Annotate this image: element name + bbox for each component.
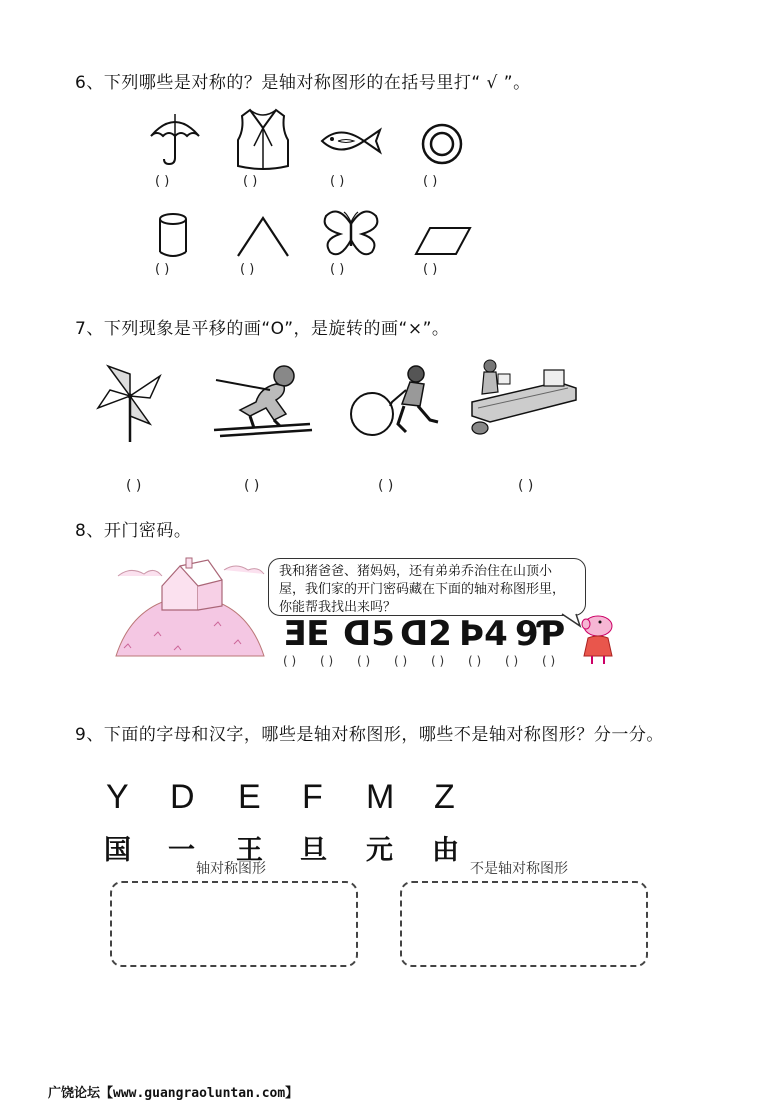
conveyor-belt-icon — [468, 358, 578, 440]
question-8-title: 8、开门密码。 — [75, 521, 192, 541]
pinwheel-icon — [94, 360, 170, 444]
letter-item: Z — [434, 778, 455, 816]
fish-icon — [318, 124, 384, 158]
answer-paren[interactable]: ( ) — [243, 174, 258, 189]
hanzi-item: 旦 — [300, 835, 327, 866]
hanzi-item: 由 — [432, 835, 459, 866]
code-symbol: ꓷ2 — [400, 614, 452, 654]
non-symmetric-box-label: 不是轴对称图形 — [470, 861, 568, 877]
answer-paren[interactable]: ( ) — [423, 174, 438, 189]
hanzi-item: 国 — [104, 835, 131, 866]
answer-paren[interactable]: ( ) — [542, 654, 556, 668]
answer-paren[interactable]: ( ) — [283, 654, 297, 668]
cylinder-icon — [156, 212, 190, 260]
answer-paren[interactable]: ( ) — [155, 262, 170, 277]
code-symbol: ƎE — [283, 614, 330, 654]
hanzi-item: 一 — [168, 835, 195, 866]
parallelogram-icon — [412, 224, 474, 258]
letter-item: F — [302, 778, 323, 816]
answer-paren[interactable]: ( ) — [357, 654, 371, 668]
boy-rolling-hoop-icon — [350, 362, 446, 442]
code-symbol: ꓷ5 — [343, 614, 395, 654]
answer-paren[interactable]: ( ) — [518, 478, 534, 494]
letter-item: D — [170, 778, 195, 816]
letter-item: Y — [106, 778, 129, 816]
answer-paren[interactable]: ( ) — [468, 654, 482, 668]
hanzi-item: 元 — [366, 835, 393, 866]
answer-paren[interactable]: ( ) — [155, 174, 170, 189]
code-symbol: Ϸ4 — [459, 614, 508, 654]
umbrella-icon — [148, 110, 202, 166]
letter-item: E — [238, 778, 261, 816]
answer-paren[interactable]: ( ) — [244, 478, 260, 494]
footer-source: 广饶论坛【www.guangraoluntan.com】 — [48, 1086, 299, 1101]
ring-icon — [420, 122, 464, 166]
answer-paren[interactable]: ( ) — [378, 478, 394, 494]
answer-paren[interactable]: ( ) — [394, 654, 408, 668]
answer-paren[interactable]: ( ) — [431, 654, 445, 668]
speech-bubble-text: 我和猪爸爸、猪妈妈，还有弟弟乔治住在山顶小屋，我们家的开门密码藏在下面的轴对称图形里，你能帮我找出来吗？ — [279, 564, 566, 615]
answer-paren[interactable]: ( ) — [505, 654, 519, 668]
symmetric-box-label: 轴对称图形 — [196, 861, 266, 877]
vest-icon — [234, 106, 292, 172]
speech-bubble — [268, 558, 586, 616]
symmetric-answer-box[interactable] — [110, 881, 358, 967]
non-symmetric-answer-box[interactable] — [400, 881, 648, 967]
question-9-title: 9、下面的字母和汉字，哪些是轴对称图形，哪些不是轴对称图形？分一分。 — [75, 725, 664, 745]
answer-paren[interactable]: ( ) — [423, 262, 438, 277]
hilltop-house-illustration — [114, 556, 266, 658]
triangle-icon — [234, 214, 292, 258]
answer-paren[interactable]: ( ) — [240, 262, 255, 277]
answer-paren[interactable]: ( ) — [320, 654, 334, 668]
skier-icon — [210, 362, 314, 438]
answer-paren[interactable]: ( ) — [330, 174, 345, 189]
peppa-pig-icon — [580, 612, 620, 666]
question-6-title: 6、下列哪些是对称的？是轴对称图形的在括号里打“ √ ”。 — [75, 73, 531, 93]
question-7-title: 7、下列现象是平移的画“O”，是旋转的画“×”。 — [75, 319, 450, 339]
letter-item: M — [366, 778, 395, 816]
answer-paren[interactable]: ( ) — [126, 478, 142, 494]
butterfly-icon — [320, 208, 382, 260]
hanzi-item: 王 — [236, 835, 263, 866]
code-symbol: 9Ƥ — [515, 614, 566, 654]
answer-paren[interactable]: ( ) — [330, 262, 345, 277]
